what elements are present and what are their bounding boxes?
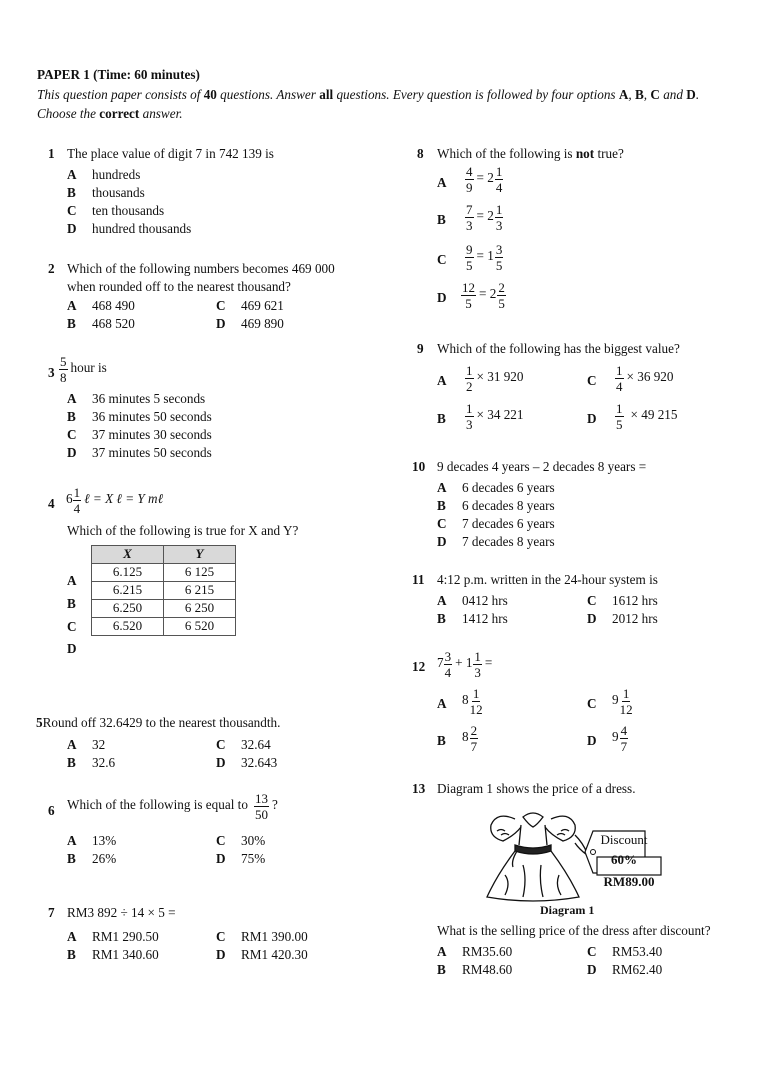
option-text: 32.64 bbox=[241, 737, 271, 752]
dress-price: RM89.00 bbox=[603, 874, 655, 889]
option-label: A bbox=[67, 833, 77, 848]
option-text: $\frac{1}{4}$ × 36 920 bbox=[616, 363, 674, 394]
diagram-caption: Diagram 1 bbox=[540, 903, 595, 917]
option-label: C bbox=[216, 298, 226, 313]
option-label: D bbox=[216, 316, 226, 331]
option-text: 469 621 bbox=[241, 298, 284, 313]
option-text: 468 520 bbox=[92, 316, 135, 331]
question-number: 6 bbox=[48, 803, 55, 818]
option-text: $\frac{1}{3}$ × 34 221 bbox=[466, 401, 524, 432]
option-label: A bbox=[437, 175, 447, 190]
question-number: 8 bbox=[417, 146, 424, 161]
option-label: C bbox=[216, 737, 226, 752]
option-text: 1412 hrs bbox=[462, 611, 508, 626]
option-text: 13% bbox=[92, 833, 117, 848]
option-text: 469 890 bbox=[241, 316, 284, 331]
question-text: when rounded off to the nearest thousand? bbox=[67, 279, 291, 294]
option-label: D bbox=[587, 962, 597, 977]
option-text: RM35.60 bbox=[462, 944, 513, 959]
question-text: Which of the following is equal to $\frac{13}{50}$ ? bbox=[67, 791, 278, 822]
option-label: C bbox=[216, 833, 226, 848]
discount-percent: 60% bbox=[611, 852, 637, 867]
question-number: 4 bbox=[48, 496, 55, 511]
option-label: C bbox=[587, 593, 597, 608]
option-text: 2012 hrs bbox=[612, 611, 658, 626]
table-row bbox=[92, 618, 236, 636]
option-label: B bbox=[67, 409, 76, 424]
table-header: X bbox=[92, 546, 164, 564]
option-text: $\frac{1}{2}$ × 31 920 bbox=[466, 363, 524, 394]
option-text: $\frac{9}{5}$ = 1 $\frac{3}{5}$ bbox=[466, 242, 503, 273]
cell-x: 6.250 bbox=[92, 600, 164, 618]
option-label: B bbox=[437, 733, 446, 748]
discount-label: Discount bbox=[600, 832, 648, 847]
option-text: RM1 340.60 bbox=[92, 947, 159, 962]
option-label: D bbox=[437, 290, 447, 305]
cell-y: 6 215 bbox=[164, 582, 236, 600]
question-text: Which of the following is true for X and Y? bbox=[67, 523, 299, 538]
option-label: C bbox=[67, 203, 77, 218]
option-text: ten thousands bbox=[92, 203, 165, 218]
option-text: 1612 hrs bbox=[612, 593, 658, 608]
cell-x: 6.215 bbox=[92, 582, 164, 600]
option-text: RM53.40 bbox=[612, 944, 663, 959]
question-text: What is the selling price of the dress after discount? bbox=[437, 923, 711, 938]
option-label: D bbox=[67, 641, 77, 656]
cell-x: 6.520 bbox=[92, 618, 164, 636]
question-text: 5Round off 32.6429 to the nearest thousandth. bbox=[36, 715, 281, 730]
option-label: A bbox=[437, 593, 447, 608]
option-text: 26% bbox=[92, 851, 117, 866]
option-label: B bbox=[437, 498, 446, 513]
cell-y: 6 125 bbox=[164, 564, 236, 582]
question-text: 4:12 p.m. written in the 24-hour system is bbox=[437, 572, 658, 587]
option-text: 9 $\frac{1}{12}$ bbox=[612, 686, 633, 717]
option-label: B bbox=[437, 611, 446, 626]
cell-y: 6 250 bbox=[164, 600, 236, 618]
option-label: C bbox=[437, 516, 447, 531]
question-text: The place value of digit 7 in 742 139 is bbox=[67, 146, 274, 161]
option-text: 75% bbox=[241, 851, 266, 866]
option-label: B bbox=[67, 316, 76, 331]
question-text: 9 decades 4 years – 2 decades 8 years = bbox=[437, 459, 647, 474]
table-row bbox=[92, 564, 236, 582]
question-text: 6 $\frac{1}{4}$ ℓ = X ℓ = Y mℓ bbox=[66, 485, 164, 516]
option-text: 36 minutes 5 seconds bbox=[92, 391, 206, 406]
option-label: A bbox=[437, 480, 447, 495]
question-text: 7 $\frac{3}{4}$ + 1 $\frac{1}{3}$ = bbox=[437, 649, 493, 680]
option-text: $\frac{4}{9}$ = 2 $\frac{1}{4}$ bbox=[466, 164, 503, 195]
option-text: 468 490 bbox=[92, 298, 135, 313]
option-label: A bbox=[67, 167, 77, 182]
option-text: hundred thousands bbox=[92, 221, 192, 236]
option-text: 32.6 bbox=[92, 755, 116, 770]
question-number: 3 bbox=[48, 365, 55, 380]
option-label: D bbox=[67, 445, 77, 460]
cell-x: 6.125 bbox=[92, 564, 164, 582]
question-text: Which of the following is not true? bbox=[437, 146, 624, 161]
question-text: Diagram 1 shows the price of a dress. bbox=[437, 781, 636, 796]
option-text: 30% bbox=[241, 833, 266, 848]
option-text: RM48.60 bbox=[462, 962, 513, 977]
option-label: D bbox=[67, 221, 77, 236]
option-label: B bbox=[67, 947, 76, 962]
option-text: 9 $\frac{4}{7}$ bbox=[612, 723, 628, 754]
option-label: A bbox=[67, 391, 77, 406]
option-label: A bbox=[437, 944, 447, 959]
option-text: RM1 420.30 bbox=[241, 947, 308, 962]
option-label: D bbox=[437, 534, 447, 549]
question-number: 13 bbox=[412, 781, 426, 796]
option-label: C bbox=[67, 619, 77, 634]
option-text: $\frac{7}{3}$ = 2 $\frac{1}{3}$ bbox=[466, 202, 503, 233]
option-text: 36 minutes 50 seconds bbox=[92, 409, 212, 424]
question-number: 2 bbox=[48, 261, 55, 276]
option-text: 32.643 bbox=[241, 755, 278, 770]
option-label: D bbox=[216, 851, 226, 866]
option-text: RM62.40 bbox=[612, 962, 663, 977]
option-label: C bbox=[587, 696, 597, 711]
xy-table bbox=[91, 545, 236, 636]
option-text: 0412 hrs bbox=[462, 593, 508, 608]
option-label: A bbox=[67, 298, 77, 313]
paper-title: PAPER 1 (Time: 60 minutes) bbox=[37, 67, 200, 82]
dress-icon bbox=[487, 813, 587, 901]
cell-y: 6 520 bbox=[164, 618, 236, 636]
option-label: A bbox=[437, 373, 447, 388]
option-text: 32 bbox=[92, 737, 106, 752]
question-number: 11 bbox=[412, 572, 425, 587]
option-text: 8 $\frac{2}{7}$ bbox=[462, 723, 478, 754]
question-text: Which of the following numbers becomes 469 000 bbox=[67, 261, 335, 276]
question-number: 1 bbox=[48, 146, 55, 161]
option-label: A bbox=[67, 737, 77, 752]
option-text: hundreds bbox=[92, 167, 141, 182]
option-label: A bbox=[437, 696, 447, 711]
option-label: D bbox=[216, 947, 226, 962]
question-text: RM3 892 ÷ 14 × 5 = bbox=[67, 905, 176, 920]
option-text: 6 decades 6 years bbox=[462, 480, 555, 495]
option-text: thousands bbox=[92, 185, 145, 200]
option-text: 7 decades 6 years bbox=[462, 516, 555, 531]
option-text: 37 minutes 50 seconds bbox=[92, 445, 212, 460]
option-label: A bbox=[67, 929, 77, 944]
option-label: B bbox=[437, 411, 446, 426]
option-label: A bbox=[67, 573, 77, 588]
option-text: $\frac{1}{5}$ × 49 215 bbox=[616, 401, 678, 432]
option-text: 8 $\frac{1}{12}$ bbox=[462, 686, 483, 717]
question-number: 10 bbox=[412, 459, 426, 474]
option-label: D bbox=[587, 411, 597, 426]
question-number: 12 bbox=[412, 659, 426, 674]
question-text: $\frac{5}{8}$ hour is bbox=[60, 354, 107, 385]
option-text: 6 decades 8 years bbox=[462, 498, 555, 513]
question-text: Which of the following has the biggest value? bbox=[437, 341, 680, 356]
option-label: B bbox=[437, 212, 446, 227]
option-label: C bbox=[587, 373, 597, 388]
option-text: RM1 390.00 bbox=[241, 929, 308, 944]
option-text: $\frac{12}{5}$ = 2 $\frac{2}{5}$ bbox=[462, 280, 505, 311]
option-label: B bbox=[67, 755, 76, 770]
option-text: RM1 290.50 bbox=[92, 929, 159, 944]
table-row bbox=[92, 600, 236, 618]
option-label: D bbox=[587, 611, 597, 626]
option-label: C bbox=[67, 427, 77, 442]
option-label: B bbox=[437, 962, 446, 977]
instructions: This question paper consists of 40 questions. Answer all questions. Every question is followed by four options A, B, C and D. Choose the correct answer. bbox=[37, 87, 700, 121]
option-label: C bbox=[437, 252, 447, 267]
question-number: 7 bbox=[48, 905, 55, 920]
option-label: B bbox=[67, 596, 76, 611]
option-text: 37 minutes 30 seconds bbox=[92, 427, 212, 442]
option-label: D bbox=[216, 755, 226, 770]
option-label: C bbox=[587, 944, 597, 959]
option-label: B bbox=[67, 185, 76, 200]
option-label: D bbox=[587, 733, 597, 748]
table-header: Y bbox=[164, 546, 236, 564]
table-row bbox=[92, 582, 236, 600]
question-number: 9 bbox=[417, 341, 424, 356]
option-text: 7 decades 8 years bbox=[462, 534, 555, 549]
option-label: B bbox=[67, 851, 76, 866]
option-label: C bbox=[216, 929, 226, 944]
